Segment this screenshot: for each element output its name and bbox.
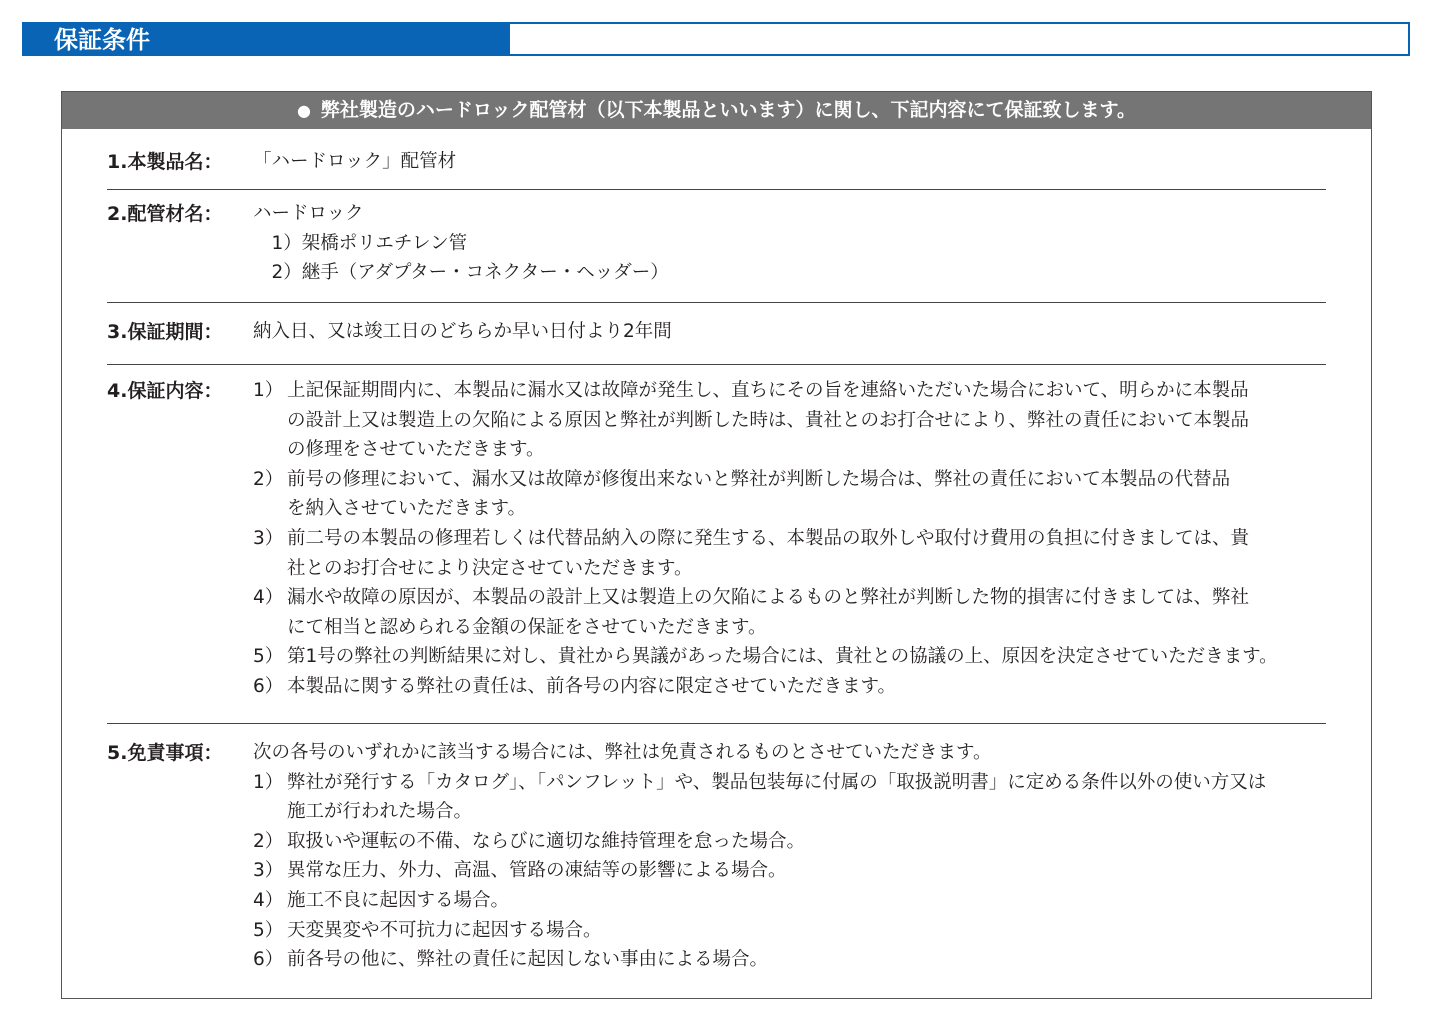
item-line: の設計上又は製造上の欠陥による原因と弊社が判断した時は、貴社とのお打合せにより、弊社の責任において本製品 [287, 409, 1250, 431]
item-number: 5） [253, 919, 284, 941]
list-item [253, 945, 1327, 975]
section-label: 3.保証期間： [107, 321, 223, 343]
item-number: 3） [253, 527, 284, 549]
item-line: 社とのお打合せにより決定させていただきます。 [287, 557, 693, 579]
divider [107, 189, 1326, 190]
section-body [253, 317, 1327, 347]
section-body [253, 738, 1327, 975]
list-item [253, 376, 1327, 465]
item-line: 施工不良に起因する場合。 [287, 889, 510, 911]
list-item [253, 642, 1327, 672]
list-item [253, 886, 1327, 916]
item-line: 本製品に関する弊社の責任は、前各号の内容に限定させていただきます。 [287, 675, 897, 697]
item-number: 1） [253, 771, 284, 793]
item-number: 4） [253, 889, 284, 911]
section-line: 納入日、又は竣工日のどちらか早い日付より2年間 [253, 321, 672, 342]
section-label: 5.免責事項： [107, 742, 223, 764]
section-body [253, 199, 1327, 288]
item-line: 天変異変や不可抗力に起因する場合。 [287, 919, 602, 941]
item-number: 5） [253, 646, 284, 668]
page-title: 保証条件 [54, 26, 150, 54]
item-line: 前二号の本製品の修理若しくは代替品納入の際に発生する、本製品の取外しや取付け費用の負担に付きましては、貴 [287, 527, 1250, 549]
header-text: 弊社製造のハードロック配管材（以下本製品といいます）に関し、下記内容にて保証致します。 [320, 99, 1137, 121]
item-line: 前号の修理において、漏水又は故障が修復出来ないと弊社が判断した場合は、弊社の責任において本製品の代替品 [287, 468, 1231, 490]
item-line: 異常な圧力、外力、高温、管路の凍結等の影響による場合。 [287, 860, 787, 882]
item-number: 2） [253, 830, 284, 852]
item-number: 6） [253, 675, 284, 697]
divider [107, 364, 1326, 365]
list-item [253, 827, 1327, 857]
divider [107, 723, 1326, 724]
section-line: 1）架橋ポリエチレン管 [253, 232, 468, 254]
section-label: 2.配管材名： [107, 203, 223, 225]
section-body [253, 376, 1327, 702]
item-line: 漏水や故障の原因が、本製品の設計上又は製造上の欠陥によるものと弊社が判断した物的損害に付きましては、弊社 [287, 587, 1250, 609]
section-label: 4.保証内容： [107, 380, 223, 402]
title-bar [22, 22, 1410, 56]
list-item [253, 916, 1327, 946]
item-number: 2） [253, 468, 284, 490]
section-label: 1.本製品名： [107, 151, 223, 173]
item-number: 6） [253, 949, 284, 971]
warranty-box [61, 91, 1372, 999]
section-intro: 次の各号のいずれかに該当する場合には、弊社は免責されるものとさせていただきます。 [253, 742, 992, 763]
item-number: 1） [253, 380, 284, 401]
section-body [253, 147, 1327, 177]
list-item [253, 583, 1327, 642]
item-line: を納入させていただきます。 [287, 498, 527, 520]
item-line: 前各号の他に、弊社の責任に起因しない事由による場合。 [287, 949, 769, 971]
list-item [253, 768, 1327, 827]
section-line: 「ハードロック」配管材 [253, 151, 457, 172]
item-line: 第1号の弊社の判断結果に対し、貴社から異議があった場合には、貴社との協議の上、原因を決定させていただきます。 [287, 646, 1278, 668]
item-line: 弊社が発行する「カタログ」、「パンフレット」や、製品包装毎に付属の「取扱説明書」に定める条件以外の使い方又は [287, 771, 1267, 793]
list-item [253, 524, 1327, 583]
item-number: 3） [253, 860, 284, 882]
section-line: 2）継手（アダプター・コネクター・ヘッダー） [253, 262, 669, 284]
item-number: 4） [253, 587, 284, 609]
item-line: 上記保証期間内に、本製品に漏水又は故障が発生し、直ちにその旨を連絡いただいた場合において、明らかに本製品 [287, 380, 1249, 401]
bullet-icon: ● [296, 101, 311, 120]
box-header [62, 92, 1371, 129]
list-item [253, 672, 1327, 702]
item-line: にて相当と認められる金額の保証をさせていただきます。 [287, 616, 767, 638]
item-line: の修理をさせていただきます。 [287, 439, 545, 461]
item-line: 施工が行われた場合。 [287, 801, 473, 823]
section-line: ハードロック [253, 203, 364, 224]
list-item [253, 856, 1327, 886]
divider [107, 302, 1326, 303]
item-line: 取扱いや運転の不備、ならびに適切な維持管理を怠った場合。 [287, 830, 806, 852]
list-item [253, 465, 1327, 524]
